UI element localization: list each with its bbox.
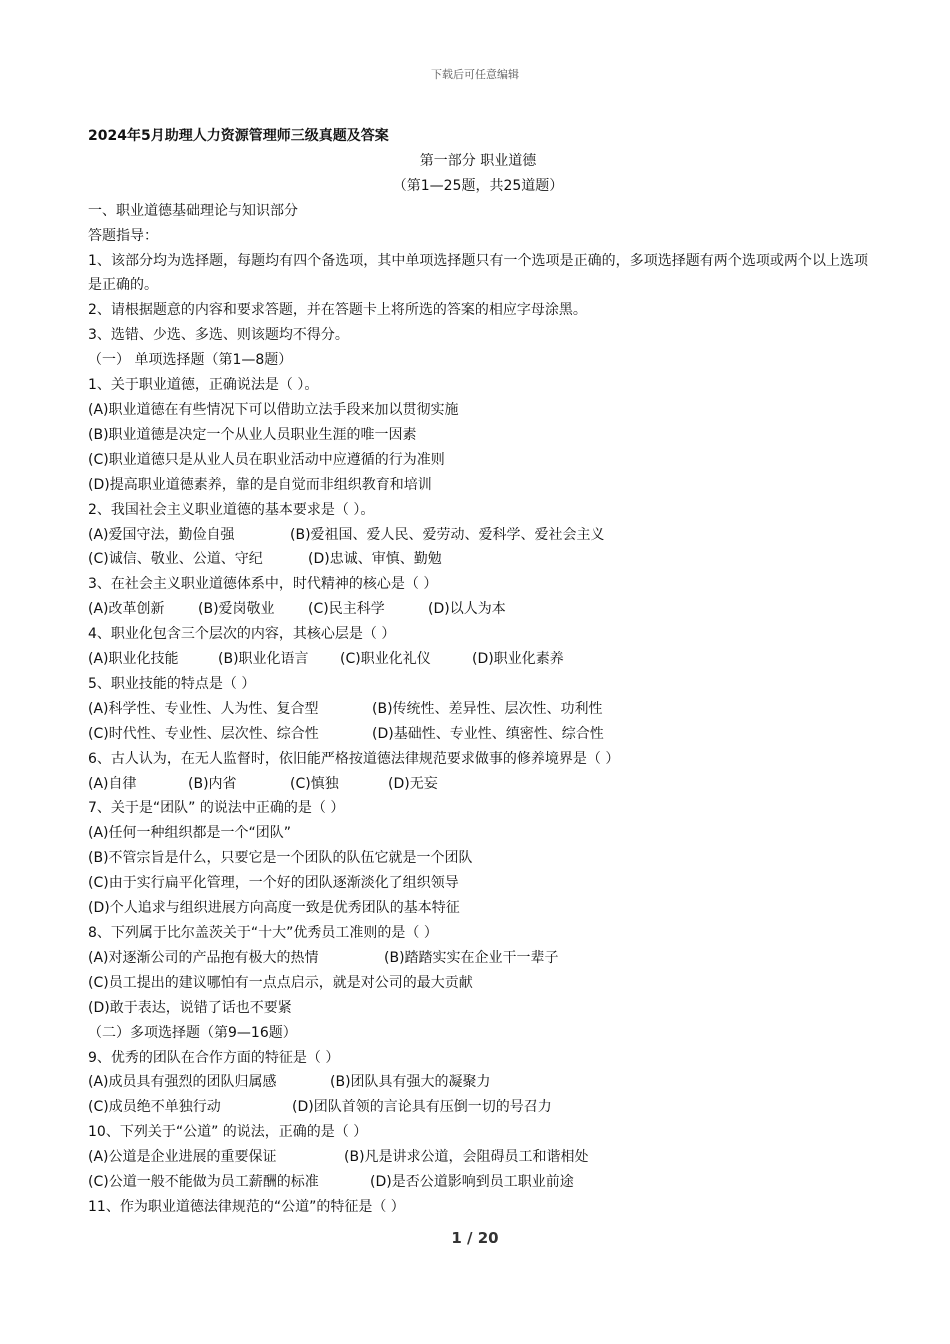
question-stem: 3、在社会主义职业道德体系中，时代精神的核心是（ ）	[88, 576, 438, 593]
option: (A)公道是企业进展的重要保证	[88, 1149, 277, 1166]
option: (B)职业道德是决定一个从业人员职业生涯的唯一因素	[88, 426, 417, 443]
option-row	[88, 1170, 868, 1195]
option: (C)由于实行扁平化管理，一个好的团队逐渐淡化了组织领导	[88, 875, 459, 892]
option: (B)爱祖国、爱人民、爱劳动、爱科学、爱社会主义	[290, 526, 605, 543]
option-row	[88, 597, 868, 622]
option-row	[88, 722, 868, 747]
option-row	[88, 1145, 868, 1170]
question-stem: 7、关于是“团队” 的说法中正确的是（ ）	[88, 800, 345, 817]
question-stem: 2、我国社会主义职业道德的基本要求是（ ）。	[88, 501, 375, 518]
option: (C)职业道德只是从业人员在职业活动中应遵循的行为准则	[88, 451, 445, 468]
option: (D)敢于表达，说错了话也不要紧	[88, 999, 292, 1016]
question-stem: 5、职业技能的特点是（ ）	[88, 675, 256, 692]
option: (D)基础性、专业性、缜密性、综合性	[372, 725, 604, 742]
option: (C)慎独	[290, 775, 339, 792]
option: (D)是否公道影响到员工职业前途	[370, 1174, 574, 1191]
part-range: （第1—25题，共25道题）	[392, 177, 564, 194]
option-row	[88, 523, 868, 548]
question-stem: 11、作为职业道德法律规范的“公道”的特征是（ ）	[88, 1198, 405, 1215]
option: (A)自律	[88, 775, 137, 792]
option: (C)职业化礼仪	[340, 651, 431, 668]
option: (A)对逐渐公司的产品抱有极大的热情	[88, 949, 319, 966]
option-row	[88, 647, 868, 672]
question-stem: 1、关于职业道德，正确说法是（ ）。	[88, 377, 319, 394]
multi-choice-heading: （二）多项选择题（第9—16题）	[88, 1024, 297, 1041]
question-stem: 6、古人认为，在无人监督时，依旧能严格按道德法律规范要求做事的修养境界是（ ）	[88, 750, 620, 767]
option: (B)团队具有强大的凝聚力	[330, 1074, 491, 1091]
option: (A)爱国守法，勤俭自强	[88, 526, 235, 543]
option-row	[88, 547, 868, 572]
option-row	[88, 1070, 868, 1095]
option: (A)科学性、专业性、人为性、复合型	[88, 700, 319, 717]
option-row	[88, 697, 868, 722]
guide-label: 答题指导：	[88, 227, 158, 244]
option: (C)公道一般不能做为员工薪酬的标准	[88, 1174, 319, 1191]
option: (B)不管宗旨是什么，只要它是一个团队的队伍它就是一个团队	[88, 850, 473, 867]
option: (C)民主科学	[308, 601, 385, 618]
option: (C)成员绝不单独行动	[88, 1099, 221, 1116]
option: (A)成员具有强烈的团队归属感	[88, 1074, 277, 1091]
option: (D)以人为本	[428, 601, 506, 618]
option: (D)忠诚、审慎、勤勉	[308, 551, 442, 568]
question-stem: 8、下列属于比尔盖茨关于“十大”优秀员工准则的是（ ）	[88, 925, 438, 941]
option: (C)员工提出的建议哪怕有一点点启示，就是对公司的最大贡献	[88, 974, 473, 991]
option: (B)凡是讲求公道，会阻碍员工和谐相处	[344, 1149, 589, 1166]
option: (D)职业化素养	[472, 651, 564, 668]
option: (C)诚信、敬业、公道、守纪	[88, 551, 263, 568]
document-body	[88, 124, 868, 1220]
option: (B)职业化语言	[218, 651, 309, 668]
option: (A)改革创新	[88, 601, 165, 618]
page-header: 下载后可任意编辑	[431, 68, 519, 81]
option: (B)传统性、差异性、层次性、功利性	[372, 700, 603, 717]
option: (D)无妄	[388, 775, 438, 792]
page-number: 1 / 20	[451, 1229, 499, 1247]
question-stem: 4、职业化包含三个层次的内容，其核心层是（ ）	[88, 626, 396, 643]
part-title: 第一部分 职业道德	[419, 152, 537, 169]
question-stem: 10、下列关于“公道” 的说法，正确的是（ ）	[88, 1124, 368, 1141]
option-row	[88, 1095, 868, 1120]
option: (B)内省	[188, 775, 237, 792]
guide-item: 2、请根据题意的内容和要求答题，并在答题卡上将所选的答案的相应字母涂黑。	[88, 302, 587, 319]
option: (D)个人追求与组织进展方向高度一致是优秀团队的基本特征	[88, 900, 460, 917]
single-choice-heading: （一） 单项选择题（第1—8题）	[88, 352, 293, 369]
guide-item: 3、选错、少选、多选、则该题均不得分。	[88, 327, 349, 344]
option: (D)团队首领的言论具有压倒一切的号召力	[292, 1099, 552, 1116]
guide-item: 1、该部分均为选择题，每题均有四个备选项，其中单项选择题只有一个选项是正确的，多项选择题有两个选项或两个以上选项是正确的。	[88, 252, 868, 294]
option-row	[88, 946, 868, 971]
option: (B)踏踏实实在企业干一辈子	[384, 949, 559, 966]
document-title: 2024年5月助理人力资源管理师三级真题及答案	[88, 128, 389, 144]
option: (B)爱岗敬业	[198, 601, 275, 618]
option-row	[88, 772, 868, 797]
option: (A)任何一种组织都是一个“团队”	[88, 825, 292, 842]
question-stem: 9、优秀的团队在合作方面的特征是（ ）	[88, 1049, 340, 1066]
section-heading: 一、职业道德基础理论与知识部分	[88, 202, 298, 219]
option: (D)提高职业道德素养，靠的是自觉而非组织教育和培训	[88, 476, 432, 493]
option: (C)时代性、专业性、层次性、综合性	[88, 725, 319, 742]
option: (A)职业化技能	[88, 651, 179, 668]
option: (A)职业道德在有些情况下可以借助立法手段来加以贯彻实施	[88, 401, 459, 418]
